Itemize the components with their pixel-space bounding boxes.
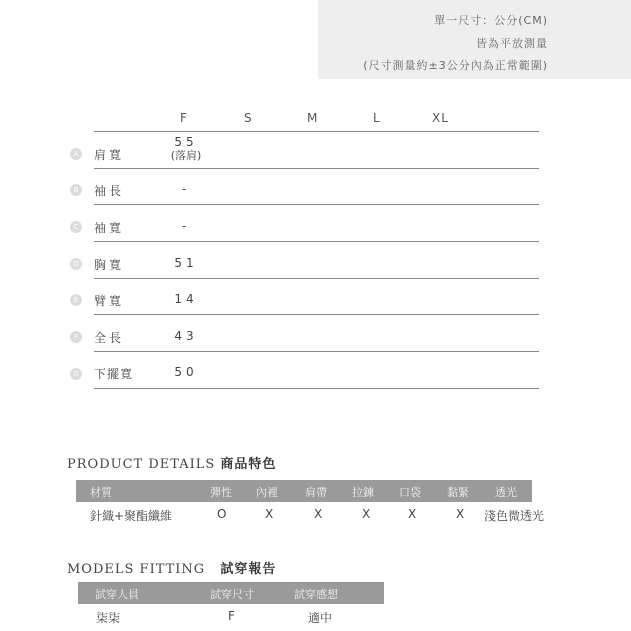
unit-note-line-2: 皆為平放測量 — [476, 37, 548, 50]
table-divider — [94, 241, 539, 242]
models-fitting-title — [67, 558, 276, 577]
row-value-number: 55 — [174, 135, 198, 149]
header-material: 材質 — [90, 486, 112, 499]
header-fit: 黏緊 — [447, 486, 469, 499]
table-divider — [94, 168, 539, 169]
row-value: 43 — [174, 329, 198, 343]
value-sheerness: 淺色微透光 — [484, 509, 545, 523]
row-value: 50 — [174, 365, 198, 379]
models-fitting-title-cn: 試穿報告 — [220, 562, 277, 577]
table-divider — [94, 278, 539, 279]
unit-note-line-3: (尺寸測量約±3公分內為正常範圍) — [363, 59, 548, 72]
row-label: 肩寬 — [94, 148, 125, 162]
header-strap: 肩帶 — [305, 486, 327, 499]
value-pocket: X — [408, 507, 417, 521]
size-header-xl: XL — [432, 111, 449, 125]
value-lining: X — [265, 507, 274, 521]
header-lining: 內裡 — [256, 486, 278, 499]
table-divider — [94, 204, 539, 205]
value-model: 柒柒 — [96, 611, 121, 625]
row-letter-badge: F — [70, 331, 82, 343]
row-value: - — [181, 182, 191, 196]
models-fitting-title-en: MODELS FITTING — [67, 562, 206, 577]
row-label: 臂寬 — [94, 294, 125, 308]
size-header-l: L — [373, 111, 381, 125]
header-model: 試穿人員 — [95, 588, 139, 601]
product-details-title-cn: 商品特色 — [220, 457, 277, 472]
header-sheerness: 透光 — [495, 486, 517, 499]
value-fit: X — [456, 507, 465, 521]
unit-note-line-1: 單一尺寸：公分(CM) — [434, 14, 548, 27]
table-divider — [94, 351, 539, 352]
size-header-s: S — [244, 111, 253, 125]
value-elasticity: O — [217, 507, 227, 521]
row-value: 14 — [174, 292, 198, 306]
row-label: 全長 — [94, 331, 125, 345]
row-value — [168, 135, 204, 163]
unit-note-box — [318, 0, 631, 79]
row-label: 下擺寬 — [94, 367, 134, 381]
value-impression: 適中 — [308, 611, 333, 625]
table-divider — [94, 388, 539, 389]
size-header-m: M — [307, 111, 319, 125]
row-value: - — [181, 219, 191, 233]
value-material: 針織+聚酯纖維 — [90, 509, 173, 523]
product-details-header-bar — [76, 480, 532, 502]
table-divider — [94, 131, 539, 132]
header-elasticity: 彈性 — [210, 486, 232, 499]
row-letter-badge: G — [70, 368, 82, 380]
row-letter-badge: D — [70, 258, 82, 270]
header-pocket: 口袋 — [399, 486, 421, 499]
value-zipper: X — [362, 507, 371, 521]
header-size-worn: 試穿尺寸 — [210, 588, 254, 601]
row-letter-badge: C — [70, 221, 82, 233]
row-label: 袖寬 — [94, 221, 125, 235]
header-zipper: 拉鍊 — [352, 486, 374, 499]
product-details-title — [67, 453, 276, 472]
product-details-title-en: PRODUCT DETAILS — [67, 457, 216, 472]
header-impression: 試穿感想 — [294, 588, 338, 601]
row-letter-badge: A — [70, 148, 82, 160]
size-header-f: F — [180, 111, 188, 125]
value-size-worn: F — [228, 609, 235, 623]
models-fitting-header-bar — [78, 582, 384, 604]
row-value-note: (落肩) — [170, 149, 202, 162]
row-label: 袖長 — [94, 184, 125, 198]
row-letter-badge: B — [70, 184, 82, 196]
value-strap: X — [314, 507, 323, 521]
row-letter-badge: E — [70, 294, 82, 306]
row-label: 胸寬 — [94, 258, 125, 272]
table-divider — [94, 314, 539, 315]
row-value: 51 — [174, 256, 198, 270]
